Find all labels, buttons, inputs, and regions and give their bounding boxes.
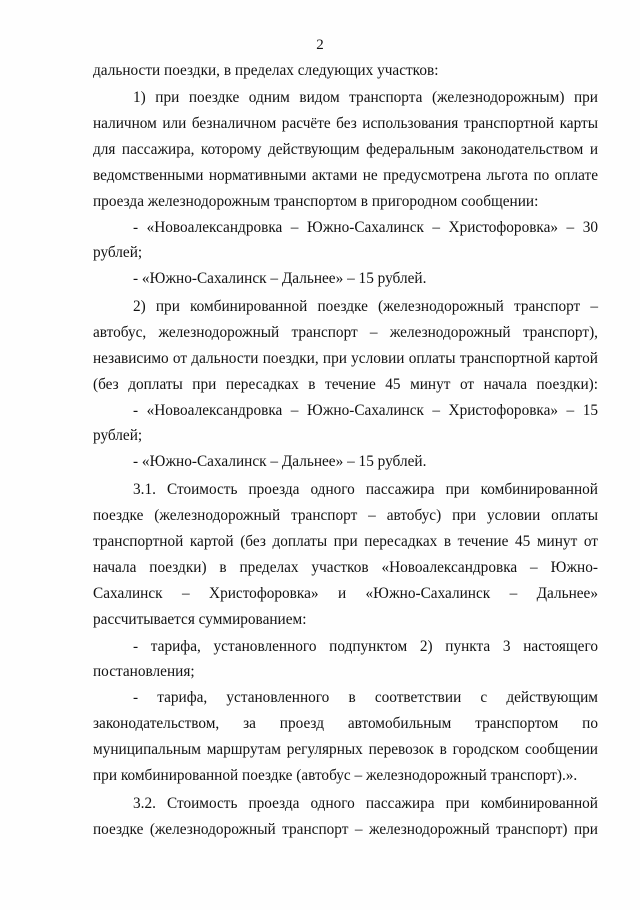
text-line: дальности поездки, в пределах следующих участков: bbox=[93, 62, 439, 79]
text-line: - «Новоалександровка – Южно-Сахалинск – Христофоровка» – 15 bbox=[133, 402, 598, 419]
text-line: поездке (железнодорожный транспорт – железнодорожный транспорт) при bbox=[93, 821, 598, 838]
text-line: - «Южно-Сахалинск – Дальнее» – 15 рублей. bbox=[133, 270, 427, 287]
text-line: независимо от дальности поездки, при условии оплаты транспортной картой bbox=[93, 350, 598, 367]
text-line: наличном или безналичном расчёте без использования транспортной карты bbox=[93, 115, 598, 132]
text-line: для пассажира, которому действующим федеральным законодательством и bbox=[93, 141, 598, 158]
text-line: - «Южно-Сахалинск – Дальнее» – 15 рублей. bbox=[133, 453, 427, 470]
text-line: транспортной картой (без доплаты при пересадках в течение 45 минут от bbox=[93, 533, 598, 550]
text-line: муниципальным маршрутам регулярных перевозок в городском сообщении bbox=[93, 741, 598, 758]
text-line: 1) при поездке одним видом транспорта (железнодорожным) при bbox=[133, 89, 598, 106]
text-line: ведомственными нормативными актами не предусмотрена льгота по оплате bbox=[93, 167, 598, 184]
text-line: при комбинированной поездке (автобус – железнодорожный транспорт).». bbox=[93, 767, 578, 784]
text-line: 3.2. Стоимость проезда одного пассажира при комбинированной bbox=[133, 795, 598, 812]
text-line: - «Новоалександровка – Южно-Сахалинск – Христофоровка» – 30 bbox=[133, 219, 598, 236]
text-line: - тарифа, установленного в соответствии с действующим bbox=[133, 689, 598, 706]
text-line: 3.1. Стоимость проезда одного пассажира при комбинированной bbox=[133, 481, 598, 498]
text-line: - тарифа, установленного подпунктом 2) пункта 3 настоящего bbox=[133, 638, 598, 655]
text-line: 2) при комбинированной поездке (железнодорожный транспорт – bbox=[133, 298, 598, 315]
text-line: Сахалинск – Христофоровка» и «Южно-Сахалинск – Дальнее» bbox=[93, 585, 598, 602]
text-line: рублей; bbox=[93, 244, 143, 261]
text-line: рассчитывается суммированием: bbox=[93, 611, 307, 628]
text-line: (без доплаты при пересадках в течение 45 минут от начала поездки): bbox=[93, 376, 598, 393]
text-line: автобус, железнодорожный транспорт – железнодорожный транспорт), bbox=[93, 324, 598, 341]
page-number: 2 bbox=[316, 37, 324, 53]
text-line: рублей; bbox=[93, 427, 143, 444]
text-line: законодательством, за проезд автомобильным транспортом по bbox=[93, 715, 598, 732]
text-line: проезда железнодорожным транспортом в пригородном сообщении: bbox=[93, 193, 539, 210]
text-line: начала поездки) в пределах участков «Новоалександровка – Южно- bbox=[93, 559, 598, 576]
text-line: поездке (железнодорожный транспорт – автобус) при условии оплаты bbox=[93, 507, 598, 524]
text-line: постановления; bbox=[93, 663, 195, 680]
